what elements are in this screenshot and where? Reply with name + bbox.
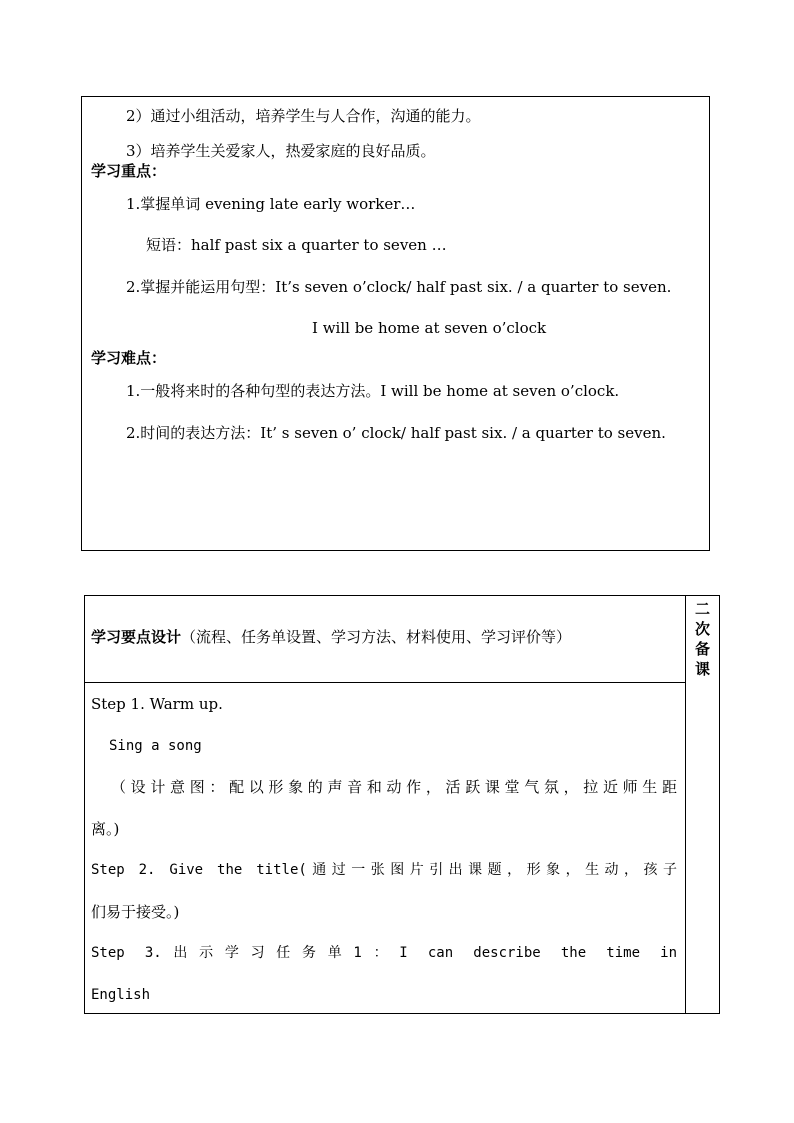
side-char: 次 [694, 620, 710, 638]
focus-item-2: 2.掌握并能运用句型：It’s seven o’clock/ half past six. / a quarter to seven. [126, 278, 672, 296]
difficulty-item-2: 2.时间的表达方法：It’ s seven o’ clock/ half past six. / a quarter to seven. [126, 424, 666, 442]
design-intent-line-1: （设计意图：配以形象的声音和动作，活跃课堂气氛，拉近师生距 [111, 778, 677, 796]
side-char: 课 [694, 660, 710, 678]
side-char: 备 [694, 640, 710, 658]
focus-item-1: 1.掌握单词 evening late early worker… [126, 195, 416, 213]
side-char: 二 [694, 600, 710, 618]
lesson-design-table [84, 595, 720, 1014]
step-1: Step 1. Warm up. [91, 695, 223, 713]
step-3-line-2: English [91, 987, 151, 1003]
focus-item-2-sentence: I will be home at seven o’clock [312, 319, 547, 337]
table-header-note: （流程、任务单设置、学习方法、材料使用、学习评价等） [181, 628, 572, 646]
table-header-title: 学习要点设计 [91, 628, 182, 646]
second-preparation-header [686, 596, 719, 682]
sing-a-song: Sing a song [109, 738, 202, 754]
objectives-box [81, 96, 710, 551]
row-divider [85, 682, 685, 683]
focus-heading: 学习重点： [91, 162, 167, 180]
objective-2: 2）通过小组活动，培养学生与人合作，沟通的能力。 [126, 107, 481, 125]
focus-phrases: 短语：half past six a quarter to seven … [146, 236, 447, 254]
design-intent-line-2: 离。) [91, 820, 120, 838]
step-3-line-1: Step 3.出示学习任务单1：I can describe the time in [91, 945, 677, 961]
step-2-line-1: Step 2. Give the title(通过一张图片引出课题，形象，生动，孩子 [91, 862, 677, 878]
objective-3: 3）培养学生关爱家人，热爱家庭的良好品质。 [126, 142, 436, 160]
table-header [91, 626, 571, 647]
difficulty-heading: 学习难点： [91, 349, 167, 367]
step-2-line-2: 们易于接受。) [91, 903, 180, 921]
difficulty-item-1: 1.一般将来时的各种句型的表达方法。I will be home at seven o’clock. [126, 382, 620, 400]
